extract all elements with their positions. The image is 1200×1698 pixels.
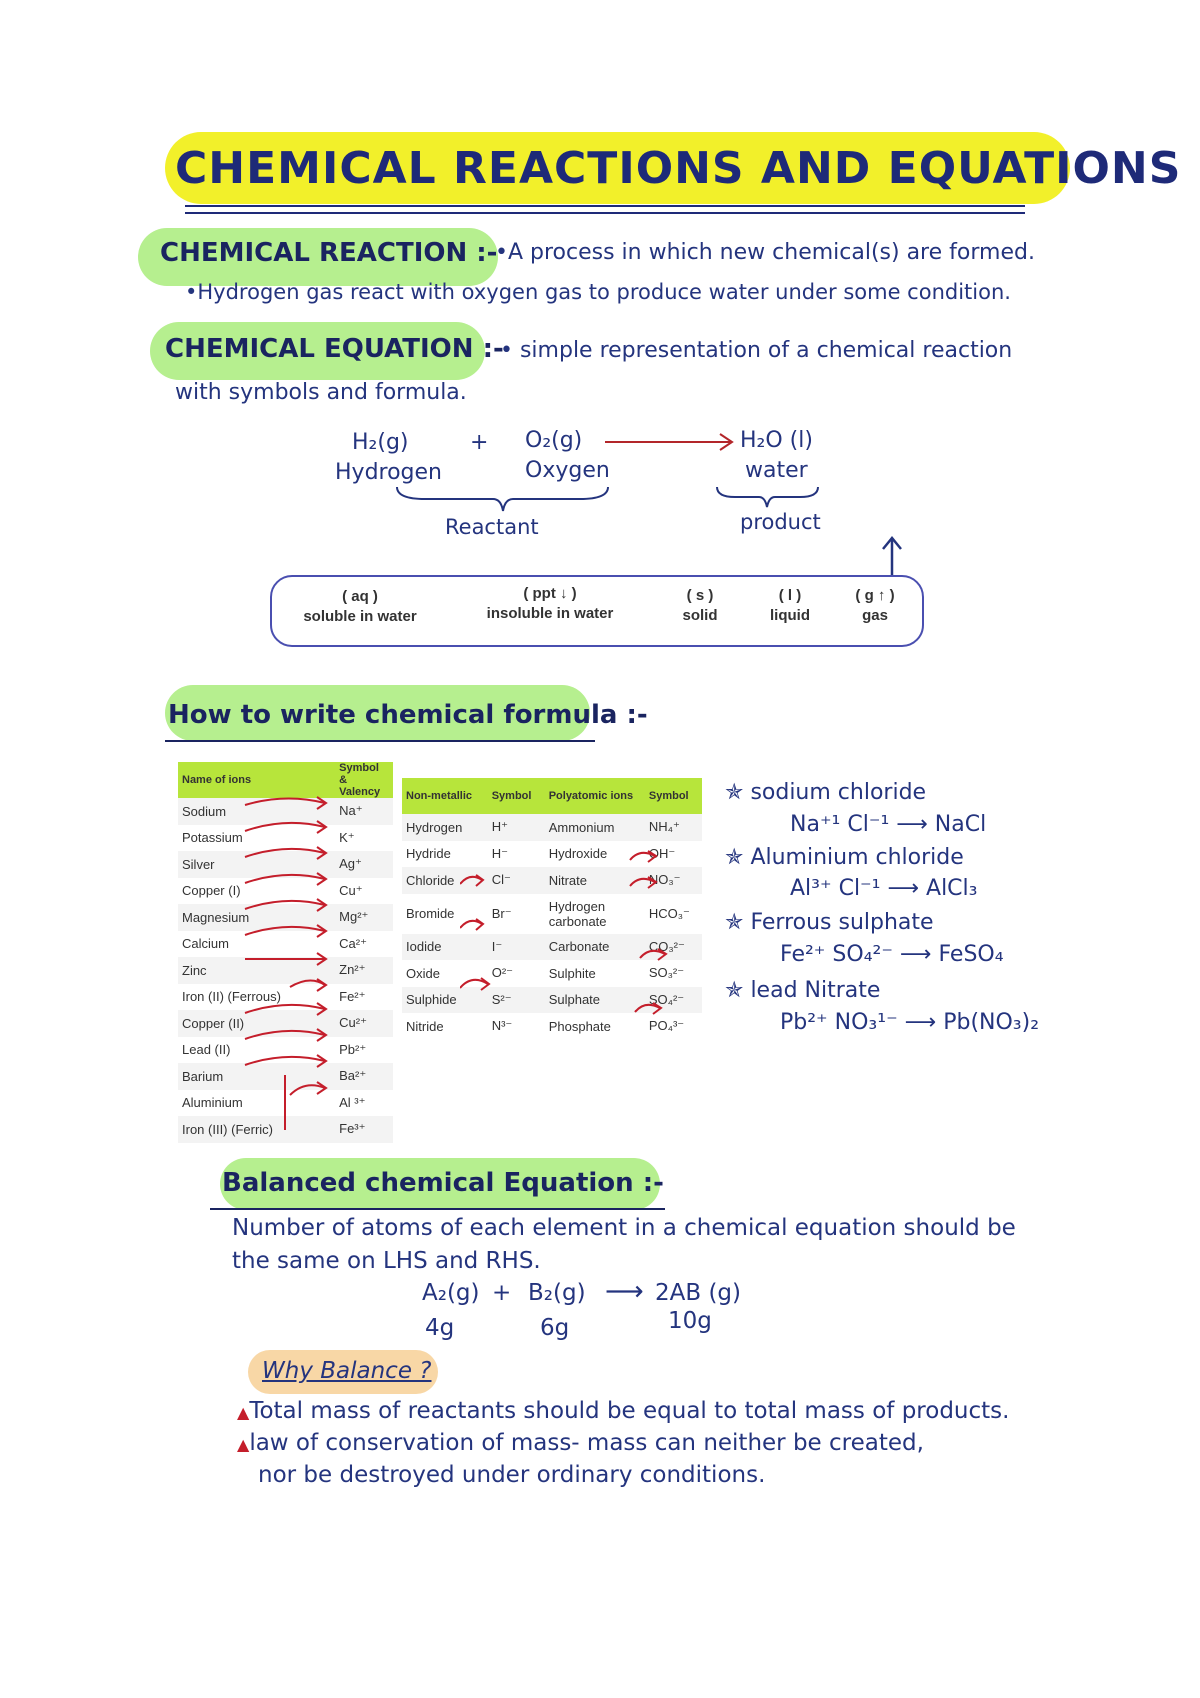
nonmetal-name: Chloride [402,867,488,894]
table-row [402,814,702,841]
polyatomic-symbol: OH⁻ [648,845,676,861]
example-3-work: Fe²⁺ SO₄²⁻ ⟶ FeSO₄ [780,942,1004,967]
nonmetal-name: Oxide [406,965,440,981]
equation-definition-line1: • simple representation of a chemical reaction [500,338,1013,363]
polyatomic-name: Sulphate [545,987,645,1014]
example-2-work: Al³⁺ Cl⁻¹ ⟶ AlCl₃ [790,876,978,901]
reactant-brace [395,485,610,515]
polyatomic-name: Carbonate [545,934,645,961]
metal-col-symbol: Symbol & Valency [335,762,393,798]
plus-sign: + [470,430,489,455]
star-icon: ✯ [725,780,751,805]
state-liquid-meaning: liquid [770,607,810,624]
product-label: product [740,510,821,534]
reactant-label: Reactant [445,515,539,539]
state-solid-symbol: ( s ) [686,587,714,604]
example-2-name [725,845,964,870]
example-4-work: Pb²⁺ NO₃¹⁻ ⟶ Pb(NO₃)₂ [780,1010,1040,1035]
why-bullet2-text: law of conservation of mass- mass can neither be created, [249,1430,924,1456]
nonmetal-name: Nitride [406,1018,444,1034]
polyatomic-name: Nitrate [545,867,645,894]
balanced-reactant2: B₂(g) [528,1280,586,1306]
ion-symbol: Al ³⁺ [339,1094,366,1110]
ion-name: Iron (II) (Ferrous) [182,989,281,1005]
state-aq-meaning: soluble in water [303,608,417,625]
state-solid [665,587,735,624]
polyatomic-name: Phosphate [548,1018,611,1034]
up-arrow [880,535,904,580]
balanced-product: 2AB (g) [655,1280,742,1306]
polyatomic-col-symbol: Symbol [645,778,702,814]
ion-name: Copper (II) [178,1010,335,1037]
metal-col-name: Name of ions [178,762,335,798]
example-4-name [725,978,880,1003]
example-3-name [725,910,934,935]
balanced-reactant1: A₂(g) [422,1280,480,1306]
example-1-name [725,780,926,805]
state-gas-symbol: ( g ↑ ) [855,587,895,604]
nonmetal-name: Hydride [406,846,451,862]
polyatomic-symbol: NH₄⁺ [645,814,702,841]
example-1-label: sodium chloride [750,780,927,805]
state-ppt-symbol: ( ppt ↓ ) [523,585,577,602]
polyatomic-name: Hydroxide [548,846,608,862]
reaction-definition: •A process in which new chemical(s) are formed. [495,240,1035,265]
nonmetal-name: Bromide [406,906,455,921]
ion-name: Aluminium [182,1095,243,1111]
ion-symbol: Pb²⁺ [339,1041,367,1057]
nonmetal-name: Hydrogen [402,814,488,841]
star-icon: ✯ [725,910,751,935]
nonmetal-col-name: Non-metallic [402,778,488,814]
state-aq [285,588,435,625]
ion-name: Silver [178,851,335,878]
state-gas-meaning: gas [862,607,888,624]
ion-name: Sodium [178,798,335,825]
state-liquid-symbol: ( l ) [778,587,802,604]
star-icon: ✯ [725,978,751,1003]
ion-symbol: Fe³⁺ [335,1116,393,1143]
title-underline-2 [185,212,1025,214]
example-1-work: Na⁺¹ Cl⁻¹ ⟶ NaCl [790,812,987,837]
nonmetal-symbol: S²⁻ [488,987,545,1014]
polyatomic-symbol: PO₄³⁻ [648,1018,685,1034]
nonmetal-symbol: Cl⁻ [488,867,545,894]
polyatomic-symbol: NO₃⁻ [645,867,702,894]
page-title: CHEMICAL REACTIONS AND EQUATIONS [175,143,1182,194]
polyatomic-symbol: SO₃²⁻ [648,965,685,981]
ion-name: Calcium [182,936,229,952]
title-underline [185,205,1025,207]
ion-name: Lead (II) [182,1042,231,1058]
ion-symbol: Cu⁺ [339,882,363,898]
polyatomic-symbol: HCO₃⁻ [648,905,690,921]
ion-name: Iron (III) (Ferric) [178,1116,335,1143]
state-gas [840,587,910,624]
nonmetal-symbol: H⁻ [491,845,508,861]
example-2-label: Aluminium chloride [750,845,964,870]
reaction-example: •Hydrogen gas react with oxygen gas to produce water under some condition. [185,280,1011,304]
nonmetal-symbol: O²⁻ [491,965,514,981]
nonmetal-symbol: H⁺ [488,814,545,841]
ion-name: Copper (I) [182,883,241,899]
polyatomic-col-name: Polyatomic ions [545,778,645,814]
mass-reactant1: 4g [425,1315,455,1341]
product-name: water [745,458,808,483]
equation-heading: CHEMICAL EQUATION :- [165,334,504,364]
state-ppt [465,585,635,622]
ion-symbol: Mg²⁺ [335,904,393,931]
balanced-line2: the same on LHS and RHS. [232,1248,541,1274]
ion-name: Zinc [178,957,335,984]
mass-product: 10g [668,1308,712,1334]
why-bullet1 [237,1398,1009,1424]
balanced-line1: Number of atoms of each element in a chemical equation should be [232,1215,1016,1241]
why-heading: Why Balance ? [262,1358,432,1384]
ion-symbol: Na⁺ [335,798,393,825]
ion-symbol: Zn²⁺ [335,957,393,984]
polyatomic-name: Hydrogen carbonate [548,898,607,929]
example-4-label: lead Nitrate [750,978,881,1003]
why-bullet1-text: Total mass of reactants should be equal to total mass of products. [249,1398,1010,1424]
triangle-icon: ▲ [237,1403,250,1422]
polyatomic-symbol: CO₃²⁻ [645,934,702,961]
state-aq-symbol: ( aq ) [342,588,378,605]
ion-symbol: K⁺ [339,829,355,845]
ion-symbol: Cu²⁺ [335,1010,393,1037]
reaction-arrow [605,430,740,454]
product-brace [715,485,820,511]
why-bullet2-line2: nor be destroyed under ordinary conditions. [258,1462,766,1488]
nonmetal-arrows [460,850,700,1030]
nonmetal-name: Iodide [402,934,488,961]
balanced-plus: + [492,1280,512,1306]
polyatomic-name: Ammonium [545,814,645,841]
balanced-heading-underline [210,1208,665,1210]
polyatomic-symbol: SO₄²⁻ [645,987,702,1014]
mass-reactant2: 6g [540,1315,570,1341]
nonmetal-name: Sulphide [402,987,488,1014]
ion-symbol: Fe²⁺ [339,988,366,1004]
reactant2-formula: O₂(g) [525,428,583,453]
state-solid-meaning: solid [682,607,718,624]
example-3-label: Ferrous sulphate [750,910,934,935]
metal-arrows [240,795,340,1135]
ion-name: Potassium [182,830,243,846]
why-bullet2 [237,1430,924,1456]
nonmetal-symbol: N³⁻ [491,1018,513,1034]
triangle-icon: ▲ [237,1435,250,1454]
equation-definition-line2: with symbols and formula. [175,380,467,405]
reactant1-formula: H₂(g) [352,430,409,455]
balanced-arrow: ⟶ [605,1276,644,1307]
polyatomic-name: Sulphite [548,965,596,981]
nonmetal-col-symbol: Symbol [488,778,545,814]
reactant2-name: Oxygen [525,458,610,483]
nonmetal-symbol: Br⁻ [491,905,512,921]
nonmetal-symbol: I⁻ [488,934,545,961]
ion-symbol: Ag⁺ [335,851,393,878]
ion-symbol: Ca²⁺ [339,935,367,951]
ion-symbol: Ba²⁺ [335,1063,393,1090]
reaction-heading: CHEMICAL REACTION :- [160,238,498,268]
balanced-heading: Balanced chemical Equation :- [222,1168,664,1198]
state-ppt-meaning: insoluble in water [486,605,614,622]
ion-name: Barium [178,1063,335,1090]
product-formula: H₂O (l) [740,428,813,453]
ion-name: Magnesium [178,904,335,931]
formula-heading: How to write chemical formula :- [168,700,648,730]
reactant1-name: Hydrogen [335,460,442,485]
state-liquid [750,587,830,624]
star-icon: ✯ [725,845,751,870]
formula-heading-underline [165,740,595,742]
